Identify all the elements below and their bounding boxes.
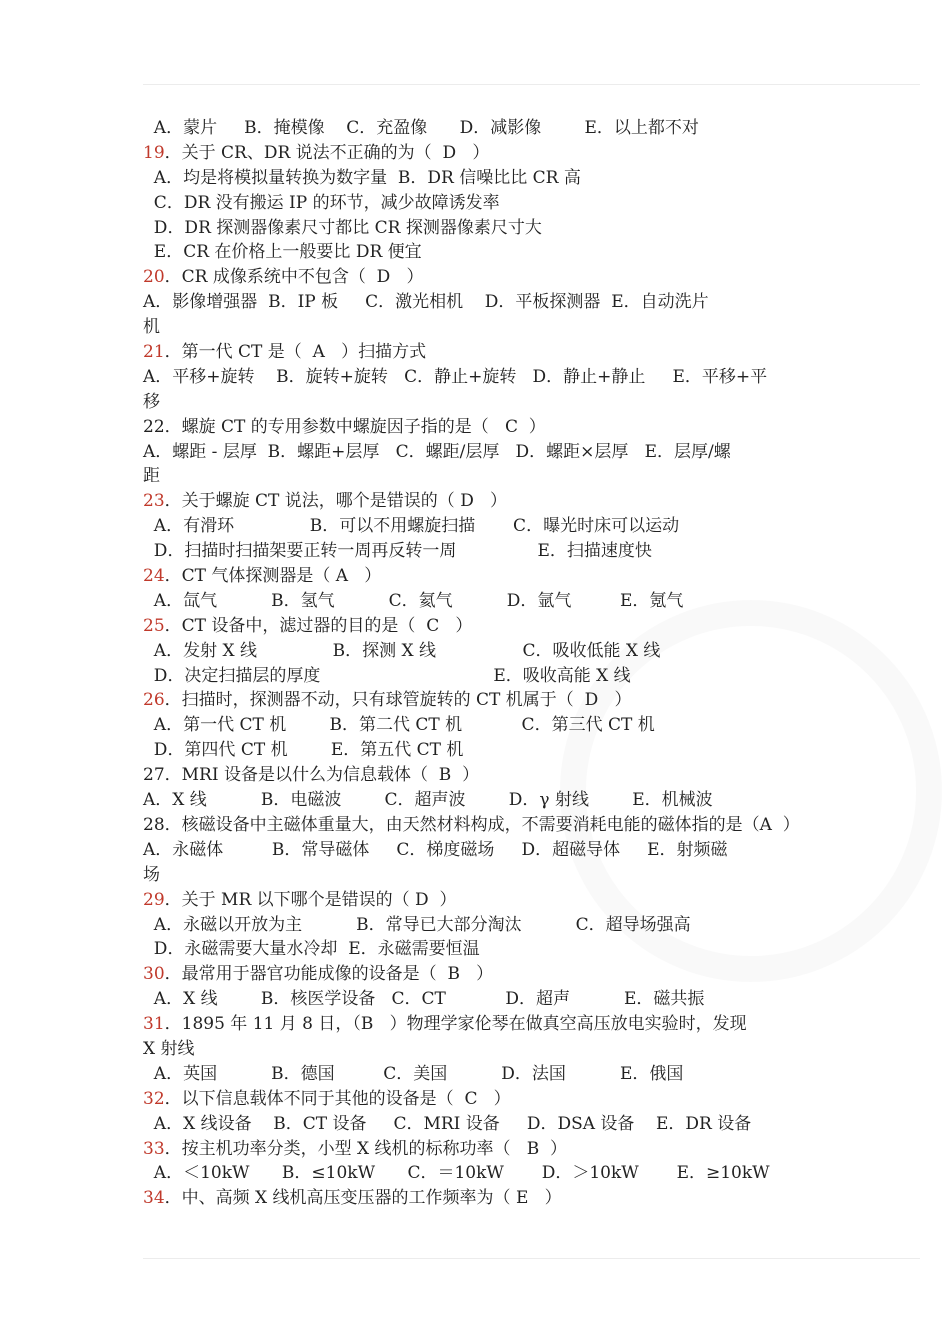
- line-text: A．螺距 - 层厚 B．螺距+层厚 C．螺距/层厚 D．螺距×层厚 E．层厚/螺: [143, 441, 731, 462]
- line-text: ．CT 气体探测器是（ A ）: [164, 566, 382, 587]
- bottom-divider: [143, 1258, 920, 1259]
- top-divider: [143, 84, 920, 85]
- text-line: [143, 315, 873, 340]
- question-number: 31: [143, 1014, 165, 1035]
- text-line: [143, 564, 873, 589]
- text-line: [143, 340, 873, 365]
- line-text: A．有滑环 B．可以不用螺旋扫描 C．曝光时床可以运动: [143, 516, 680, 537]
- text-line: [143, 290, 873, 315]
- text-line: [143, 1186, 873, 1211]
- text-line: [143, 166, 873, 191]
- text-line: [143, 838, 873, 863]
- text-line: [143, 639, 873, 664]
- line-text: ．扫描时，探测器不动，只有球管旋转的 CT 机属于（ D ）: [164, 690, 632, 711]
- text-line: [143, 962, 873, 987]
- question-number: 20: [143, 267, 165, 288]
- text-line: [143, 987, 873, 1012]
- line-text: ．关于 CR、DR 说法不正确的为（ D ）: [164, 142, 490, 163]
- exam-question-document: [143, 116, 873, 1211]
- text-line: [143, 738, 873, 763]
- text-line: [143, 240, 873, 265]
- line-text: ．按主机功率分类，小型 X 线机的标称功率（ B ）: [164, 1138, 568, 1159]
- text-line: [143, 614, 873, 639]
- line-text: ．CT 设备中，滤过器的目的是（ C ）: [164, 615, 473, 636]
- line-text: E．CR 在价格上一般要比 DR 便宜: [143, 242, 422, 263]
- line-text: ．以下信息载体不同于其他的设备是（ C ）: [164, 1088, 511, 1109]
- line-text: 27．MRI 设备是以什么为信息载体（ B ）: [143, 765, 480, 786]
- line-text: A．X 线设备 B．CT 设备 C．MRI 设备 D．DSA 设备 E．DR 设备: [143, 1113, 752, 1134]
- line-text: A．氙气 B．氢气 C．氦气 D．氩气 E．氪气: [143, 590, 684, 611]
- question-number: 33: [143, 1138, 165, 1159]
- text-line: [143, 813, 873, 838]
- text-line: [143, 265, 873, 290]
- text-line: [143, 539, 873, 564]
- line-text: A．蒙片 B．掩模像 C．充盈像 D．减影像 E．以上都不对: [143, 118, 699, 138]
- line-text: A．平移+旋转 B．旋转+旋转 C．静止+旋转 D．静止+静止 E．平移+平: [143, 366, 768, 387]
- line-text: 场: [143, 864, 160, 885]
- question-number: 32: [143, 1088, 165, 1109]
- line-text: ．CR 成像系统中不包含（ D ）: [164, 267, 424, 288]
- question-number: 24: [143, 566, 165, 587]
- question-number: 21: [143, 342, 165, 363]
- line-text: 移: [143, 391, 160, 412]
- line-text: 距: [143, 466, 160, 487]
- text-line: [143, 514, 873, 539]
- text-line: [143, 713, 873, 738]
- text-line: [143, 1112, 873, 1137]
- text-line: [143, 589, 873, 614]
- text-line: [143, 440, 873, 465]
- line-text: X 射线: [143, 1038, 195, 1059]
- text-line: [143, 116, 873, 141]
- text-line: [143, 1062, 873, 1087]
- question-number: 25: [143, 615, 165, 636]
- text-line: [143, 1087, 873, 1112]
- text-line: [143, 688, 873, 713]
- line-text: A．永磁体 B．常导磁体 C．梯度磁场 D．超磁导体 E．射频磁: [143, 839, 728, 860]
- line-text: ．最常用于器官功能成像的设备是（ B ）: [164, 964, 494, 985]
- question-number: 19: [143, 142, 165, 163]
- text-line: [143, 888, 873, 913]
- line-text: 22．螺旋 CT 的专用参数中螺旋因子指的是（ C ）: [143, 416, 546, 437]
- line-text: D．DR 探测器像素尺寸都比 CR 探测器像素尺寸大: [143, 217, 542, 238]
- line-text: A．均是将模拟量转换为数字量 B．DR 信噪比比 CR 高: [143, 167, 581, 188]
- line-text: ．中、高频 X 线机高压变压器的工作频率为（ E ）: [164, 1188, 562, 1209]
- text-line: [143, 788, 873, 813]
- question-number: 30: [143, 964, 165, 985]
- question-number: 23: [143, 491, 165, 512]
- line-text: A．第一代 CT 机 B．第二代 CT 机 C．第三代 CT 机: [143, 715, 655, 736]
- line-text: A．英国 B．德国 C．美国 D．法国 E．俄国: [143, 1063, 684, 1084]
- text-line: [143, 1161, 873, 1186]
- line-text: A．发射 X 线 B．探测 X 线 C．吸收低能 X 线: [143, 640, 661, 661]
- line-text: A．＜10kW B．≤10kW C．＝10kW D．＞10kW E．≥10kW: [143, 1163, 770, 1184]
- text-line: [143, 489, 873, 514]
- line-text: ．关于螺旋 CT 说法，哪个是错误的（ D ）: [164, 491, 508, 512]
- question-number: 26: [143, 690, 165, 711]
- text-line: [143, 1037, 873, 1062]
- text-line: [143, 390, 873, 415]
- text-line: [143, 863, 873, 888]
- line-text: ．第一代 CT 是（ A ）扫描方式: [164, 342, 427, 363]
- text-line: [143, 937, 873, 962]
- line-text: D．永磁需要大量水冷却 E．永磁需要恒温: [143, 939, 480, 960]
- line-text: C．DR 没有搬运 IP 的环节，减少故障诱发率: [143, 192, 500, 213]
- text-line: [143, 191, 873, 216]
- line-text: A．永磁以开放为主 B．常导已大部分淘汰 C．超导场强高: [143, 914, 691, 935]
- text-line: [143, 763, 873, 788]
- line-text: ．1895 年 11 月 8 日，（B ）物理学家伦琴在做真空高压放电实验时，发现: [164, 1014, 747, 1035]
- text-line: [143, 141, 873, 166]
- line-text: A．X 线 B．核医学设备 C．CT D．超声 E．磁共振: [143, 989, 705, 1010]
- text-line: [143, 1012, 873, 1037]
- line-text: 28．核磁设备中主磁体重量大，由天然材料构成，不需要消耗电能的磁体指的是（A ）: [143, 814, 800, 835]
- text-line: [143, 365, 873, 390]
- question-number: 34: [143, 1188, 165, 1209]
- text-line: [143, 913, 873, 938]
- line-text: ．关于 MR 以下哪个是错误的（ D ）: [164, 889, 457, 910]
- text-line: [143, 216, 873, 241]
- line-text: D．决定扫描层的厚度 E．吸收高能 X 线: [143, 665, 631, 686]
- line-text: D．扫描时扫描架要正转一周再反转一周 E．扫描速度快: [143, 541, 652, 562]
- line-text: 机: [143, 317, 160, 338]
- text-line: [143, 415, 873, 440]
- text-line: [143, 1137, 873, 1162]
- question-number: 29: [143, 889, 165, 910]
- line-text: A．X 线 B．电磁波 C．超声波 D．γ 射线 E．机械波: [143, 790, 713, 811]
- text-line: [143, 464, 873, 489]
- text-line: [143, 664, 873, 689]
- line-text: A．影像增强器 B．IP 板 C．激光相机 D．平板探测器 E．自动洗片: [143, 292, 709, 313]
- line-text: D．第四代 CT 机 E．第五代 CT 机: [143, 740, 464, 761]
